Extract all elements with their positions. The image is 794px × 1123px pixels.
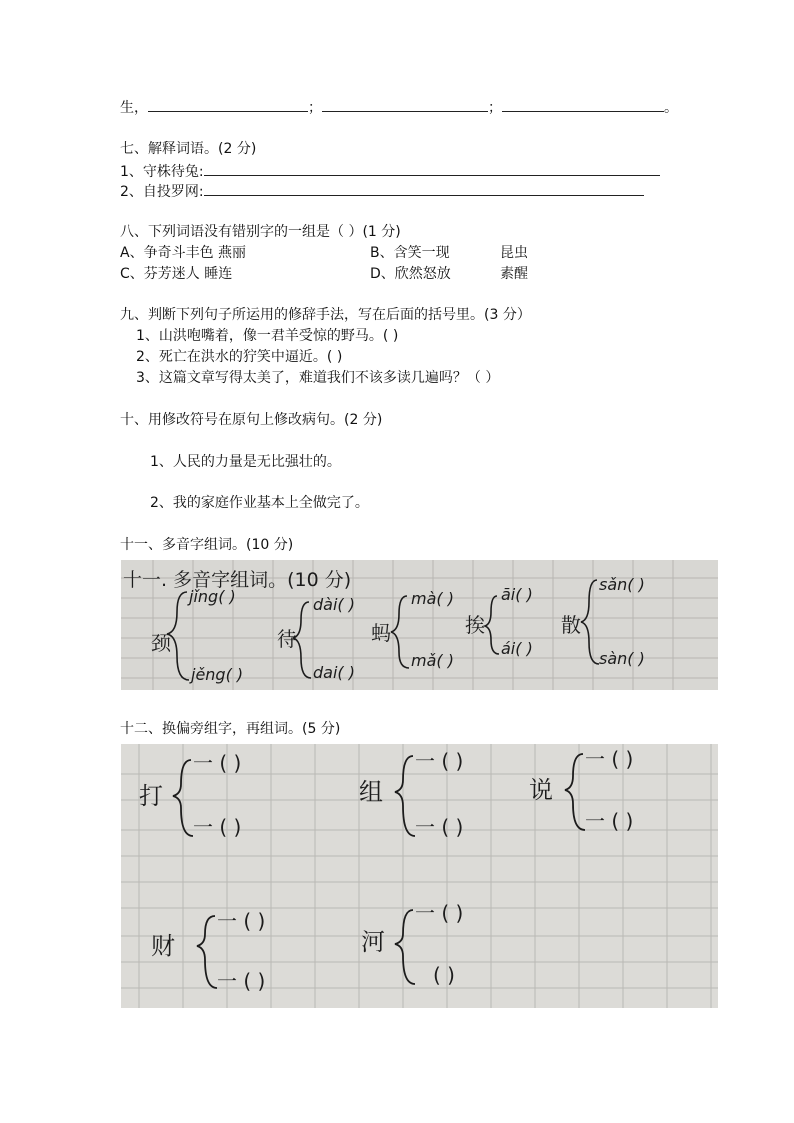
q8-title: 八、下列词语没有错别字的一组是（ ）(1 分) — [120, 224, 401, 240]
definition-blank[interactable] — [204, 161, 660, 176]
pinyin-answer: mà( ) — [411, 589, 454, 608]
pinyin-answer: ái( ) — [501, 639, 533, 658]
q9-item: 1、山洪咆嘴着，像一君羊受惊的野马。( ) — [136, 328, 399, 344]
q10-sentence-2: 2、我的家庭作业基本上全做完了。 — [150, 495, 369, 511]
option-c: C、芬芳迷人 睡连 — [120, 266, 233, 282]
q6-prefix: 生， — [120, 100, 148, 116]
answer-slot: 一 ( ) — [415, 749, 464, 773]
pinyin-answer: dai( ) — [313, 663, 355, 682]
base-char: 说 — [529, 776, 553, 804]
answer-slot: 一 ( ) — [585, 809, 634, 833]
q7-title: 七、解释词语。(2 分) — [120, 141, 257, 157]
answer-blank[interactable] — [322, 97, 488, 112]
polyphone-char: 蚂 — [371, 621, 391, 645]
answer-blank[interactable] — [502, 97, 664, 112]
answer-slot: 一 ( ) — [415, 815, 464, 839]
pinyin-answer: sàn( ) — [599, 649, 645, 668]
line-end: 。 — [664, 100, 678, 116]
q9-item: 3、这篇文章写得太美了，难道我们不该多读几遍吗？（ ） — [136, 370, 500, 386]
q7-item-label: 2、自投罗网: — [120, 184, 204, 200]
q9-title: 九、判断下列句子所运用的修辞手法，写在后面的括号里。(3 分） — [120, 307, 531, 323]
q6-answer-line — [120, 97, 678, 118]
q10-title: 十、用修改符号在原句上修改病句。(2 分) — [120, 412, 383, 428]
q7-item-label: 1、守株待兔: — [120, 164, 204, 180]
answer-slot: 一 ( ) — [585, 747, 634, 771]
base-char: 财 — [151, 932, 175, 960]
polyphone-char: 散 — [561, 613, 581, 637]
pinyin-answer: jěng( ) — [191, 665, 244, 684]
option-d-word: 素醒 — [500, 266, 528, 282]
answer-slot: 一 ( ) — [217, 909, 266, 933]
pinyin-answer: dài( ) — [313, 595, 355, 614]
answer-slot: ( ) — [433, 963, 455, 987]
pinyin-answer: mǎ( ) — [411, 651, 454, 670]
pinyin-answer: sǎn( ) — [599, 575, 645, 594]
option-b-word: 昆虫 — [500, 245, 528, 261]
q9-item: 2、死亡在洪水的狞笑中逼近。( ) — [136, 349, 343, 365]
answer-slot: 一 ( ) — [193, 815, 242, 839]
answer-slot: 一 ( ) — [415, 901, 464, 925]
answer-blank[interactable] — [148, 97, 308, 112]
q8-option-row-2 — [120, 264, 528, 284]
q10-sentence-1: 1、人民的力量是无比强壮的。 — [150, 454, 341, 470]
option-b: B、含笑一现 — [370, 245, 450, 261]
definition-blank[interactable] — [204, 181, 644, 196]
base-char: 河 — [361, 928, 385, 956]
polyphone-char: 待 — [277, 627, 297, 651]
polyphone-char: 颈 — [151, 631, 171, 655]
option-a: A、争奇斗丰色 燕丽 — [120, 245, 247, 261]
pinyin-answer: jǐng( ) — [189, 587, 236, 606]
photo-heading: 十一. 多音字组词。(10 分) — [123, 569, 352, 591]
base-char: 组 — [359, 778, 383, 806]
pinyin-answer: āi( ) — [501, 585, 533, 604]
q12-handwritten-photo — [121, 744, 718, 1008]
q8-option-row-1 — [120, 243, 528, 263]
option-d: D、欣然怒放 — [370, 266, 451, 282]
base-char: 打 — [139, 782, 163, 810]
polyphone-char: 挨 — [465, 613, 485, 637]
q7-item-2 — [120, 181, 644, 202]
answer-slot: 一 ( ) — [193, 751, 242, 775]
q12-title: 十二、换偏旁组字，再组词。(5 分) — [120, 721, 341, 737]
q11-title: 十一、多音字组词。(10 分) — [120, 537, 294, 553]
separator: ； — [308, 100, 322, 116]
answer-slot: 一 ( ) — [217, 969, 266, 993]
separator: ； — [488, 100, 502, 116]
q11-handwritten-photo — [121, 560, 718, 690]
q7-item-1 — [120, 161, 660, 182]
